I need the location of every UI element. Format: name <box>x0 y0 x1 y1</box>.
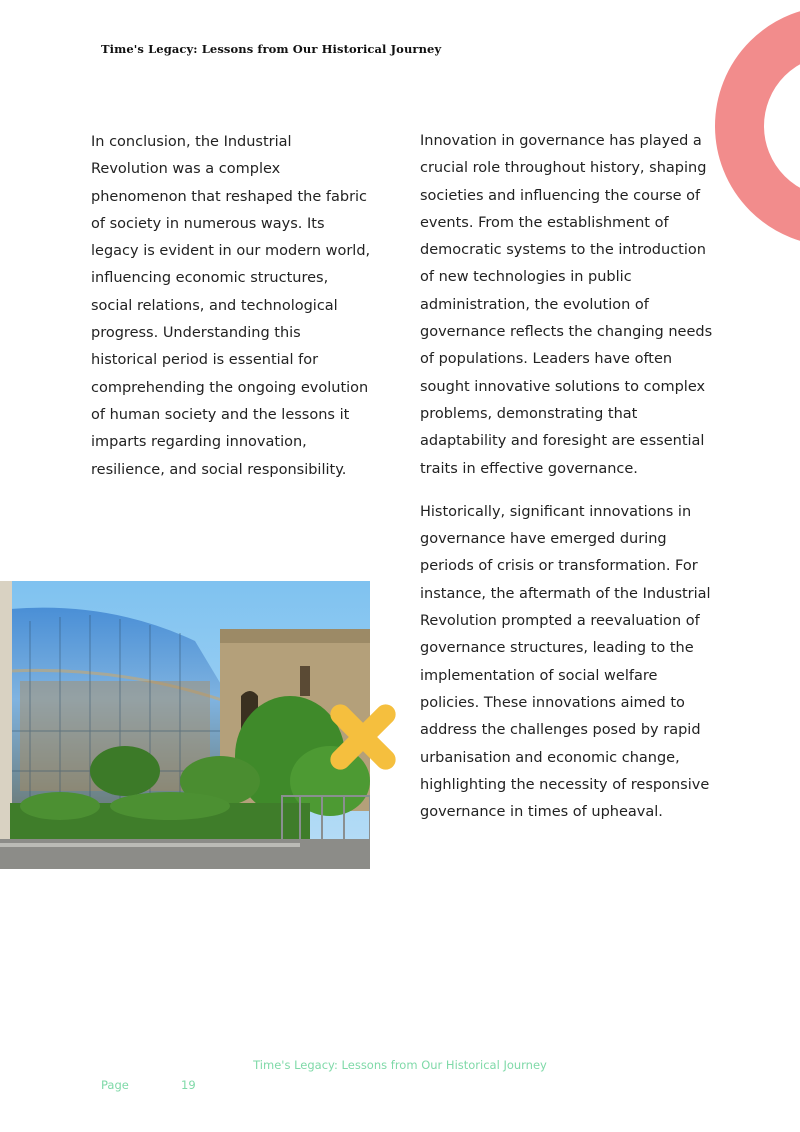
right-paragraph-2: Historically, significant innovations in governance have emerged during periods of crisis or transformation. For instance, the aftermath of the Industrial Revolution prompted a reevaluation of governance structures, leading to the implementation of social welfare policies. These innovations aimed to address the challenges posed by rapid urbanisation and economic change, highlighting the necessity of responsive governance in times of upheaval. <box>420 503 711 821</box>
left-text-column <box>91 129 371 484</box>
building-photo <box>0 581 370 869</box>
left-paragraph: In conclusion, the Industrial Revolution was a complex phenomenon that reshaped the fabric of society in numerous ways. Its legacy is evident in our modern world, influencing economic structures, social relations, and technological progress. Understanding this historical period is essential for comprehending the ongoing evolution of human society and the lessons it imparts regarding innovation, resilience, and social responsibility. <box>91 134 371 478</box>
right-text-column <box>420 128 720 826</box>
footer-page-label: Page <box>101 1078 129 1092</box>
footer-page-number: 19 <box>181 1078 196 1092</box>
right-paragraph-1: Innovation in governance has played a crucial role throughout history, shaping societies and influencing the course of events. From the establishment of democratic systems to the introduction of new technologies in public administration, the evolution of governance reflects the changing needs of populations. Leaders have often sought innovative solutions to complex problems, demonstrating that adaptability and foresight are essential traits in effective governance. <box>420 133 713 477</box>
decorative-ring <box>715 6 800 246</box>
footer-title: Time's Legacy: Lessons from Our Historical Journey <box>253 1058 547 1072</box>
running-header-title: Time's Legacy: Lessons from Our Historical Journey <box>101 42 442 56</box>
decorative-cross <box>323 697 403 777</box>
